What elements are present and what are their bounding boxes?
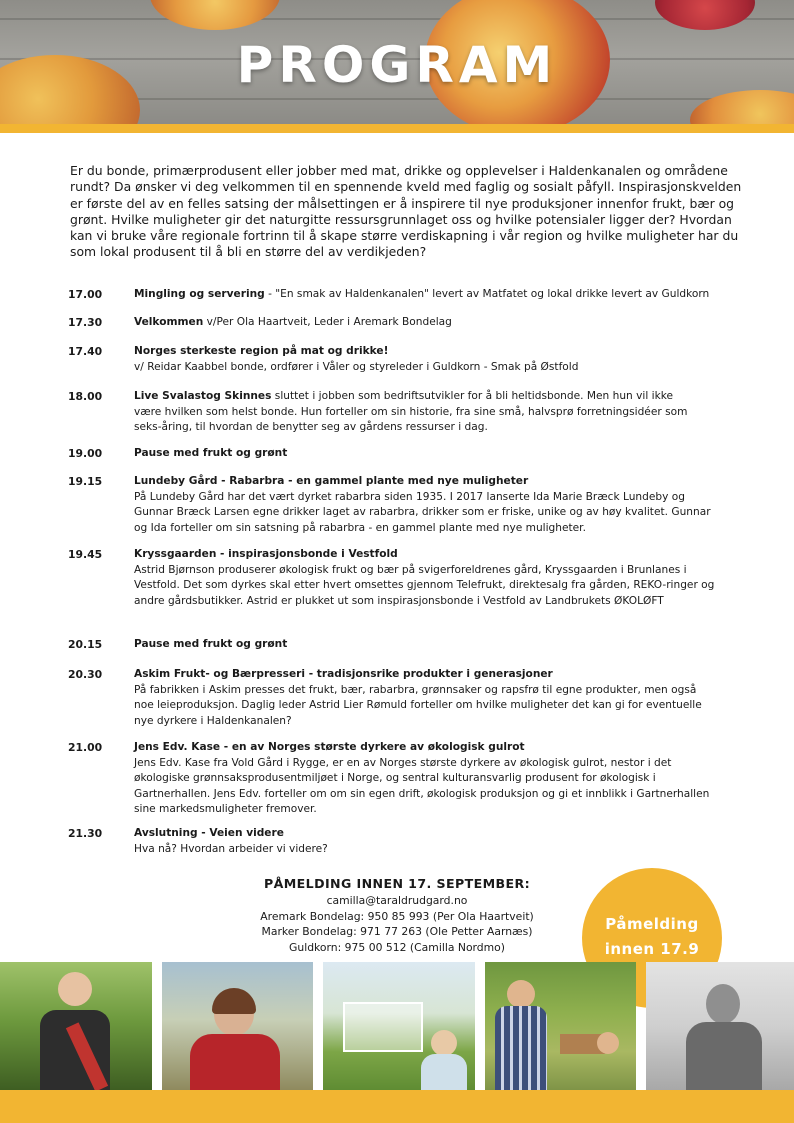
program-title: Live Svalastog Skinnes [134, 390, 272, 402]
program-body [134, 547, 724, 609]
program-inline: v/Per Ola Haartveit, Leder i Aremark Bondelag [203, 316, 452, 328]
program-time: 20.30 [68, 668, 103, 681]
program-body [134, 344, 734, 375]
photo-farmer-woman [162, 962, 313, 1090]
program-time: 21.00 [68, 741, 103, 754]
person-image [706, 984, 740, 1024]
header-banner [0, 0, 794, 124]
program-inline: sluttet i jobben som bedriftsutvikler for å bli heltidsbonde. Men hun vil ikke være hvilken som helst bonde. Hun forteller om sin historie, fra sine små, halvsprø forretningsidéer som seks-åring, til hvordan de benytter seg av gårdens ressurser i dag. [134, 390, 688, 433]
program-time: 19.00 [68, 447, 103, 460]
accent-bar [0, 124, 794, 133]
program-body [134, 637, 734, 653]
program-description: På Lundeby Gård har det vært dyrket rabarbra siden 1935. I 2017 lanserte Ida Marie Bræck Lundeby og Gunnar Bræck Larsen egne drikker laget av rabarbra, drikker som er friske, unike og av høy kvalitet. Gunnar og Ida forteller om sin satsning på rabarbra - en gammel plante med nye muligheter. [134, 490, 711, 534]
fruit-image [655, 0, 755, 30]
person-image [431, 1030, 457, 1056]
signup-heading: PÅMELDING INNEN 17. SEPTEMBER: [263, 876, 531, 891]
program-description: v/ Reidar Kaabbel bonde, ordfører i Våler og styreleder i Guldkorn - Smak på Østfold [134, 360, 579, 373]
program-body [134, 474, 724, 536]
badge-line: Påmelding [605, 915, 699, 933]
fruit-image [150, 0, 280, 30]
program-title: Mingling og servering [134, 288, 265, 300]
fruit-image [690, 90, 794, 124]
badge-line: innen 17.9 [604, 940, 700, 958]
program-body [134, 315, 734, 331]
program-title: Lundeby Gård - Rabarbra - en gammel plante med nye muligheter [134, 475, 529, 487]
photo-farmer-man [646, 962, 794, 1090]
program-time: 17.40 [68, 345, 103, 358]
program-title: Jens Edv. Kase - en av Norges største dyrkere av økologisk gulrot [134, 741, 525, 753]
photo-rhubarb-farmer [0, 962, 152, 1090]
program-time: 18.00 [68, 390, 103, 403]
program-description: Astrid Bjørnson produserer økologisk frukt og bær på svigerforeldrenes gård, Kryssgaarden i Brunlanes i Vestfold. Det som dyrkes skal etter hvert omsettes gjennom Telefrukt, direktesalg fra gården, REKO-ringer og andre gårdsbutikker. Astrid er plukket ut som inspirasjonsbonde i Vestfold av Landbrukets ØKOLØFT [134, 563, 715, 607]
program-title: Norges sterkeste region på mat og drikke! [134, 345, 389, 357]
person-image [421, 1054, 467, 1090]
program-title: Velkommen [134, 316, 204, 328]
program-body [134, 287, 734, 303]
program-body [134, 446, 734, 462]
program-time: 17.30 [68, 316, 103, 329]
program-description: På fabrikken i Askim presses det frukt, bær, rabarbra, grønnsaker og rapsfrø til egne produkter, men også noe leieproduksjon. Daglig leder Astrid Lier Rømuld forteller om hvilke muligheter det kan gi for eventuelle nye dyrkere i Haldenkanalen? [134, 683, 702, 727]
program-description: Jens Edv. Kase fra Vold Gård i Rygge, er en av Norges største dyrkere av økologisk gulrot, nestor i det økologiske grønnsaksprodusentmiljøet i Norge, og sentral kulturansvarlig produsent for økologisk i Gartnerhallen. Jens Edv. forteller om om sin egen drift, økologisk produksjon og gi et innblikk i Gartnerhallen sine markedsmuligheter fremover. [134, 756, 710, 815]
program-time: 17.00 [68, 288, 103, 301]
page-title: PROGRAM [236, 36, 558, 94]
program-title: Pause med frukt og grønt [134, 447, 288, 459]
program-body [134, 826, 734, 857]
program-body [134, 667, 709, 729]
person-image [686, 1022, 762, 1090]
person-image [495, 1006, 547, 1090]
program-description: Hva nå? Hvordan arbeider vi videre? [134, 842, 328, 855]
signup-info [200, 876, 594, 956]
program-title: Pause med frukt og grønt [134, 638, 288, 650]
photo-greenhouse [323, 962, 475, 1090]
person-image [190, 1034, 280, 1090]
program-time: 19.15 [68, 475, 103, 488]
program-time: 19.45 [68, 548, 103, 561]
program-inline: - "En smak av Haldenkanalen" levert av Matfatet og lokal drikke levert av Guldkorn [264, 288, 710, 300]
signup-contact: Marker Bondelag: 971 77 263 (Ole Petter Aarnæs) [261, 925, 533, 939]
program-time: 21.30 [68, 827, 103, 840]
signup-contact: Guldkorn: 975 00 512 (Camilla Nordmo) [288, 941, 505, 955]
greenhouse-image [343, 1002, 423, 1052]
footer-bar [0, 1090, 794, 1123]
intro-paragraph: Er du bonde, primærprodusent eller jobber med mat, drikke og opplevelser i Haldenkanalen og områdene rundt? Da ønsker vi deg velkommen til en spennende kveld med faglig og sosialt påfyll. Inspirasjonskvelden er første del av en felles satsing der målsettingen er å inspirere til nye produksjoner innenfor frukt, bær og grønt. Hvilke muligheter gir det naturgitte ressursgrunnlaget oss og hvilke potensialer ligger der? Hvordan kan vi bruke våre regionale fortrinn til å skape større verdiskapning i vår region og hvilke muligheter har du som lokal produsent til å bli en større del av verdikjeden? [70, 163, 742, 260]
program-time: 20.15 [68, 638, 103, 651]
signup-email[interactable]: camilla@taraldrudgard.no [326, 893, 468, 907]
program-body [134, 740, 724, 818]
program-title: Askim Frukt- og Bærpresseri - tradisjonsrike produkter i generasjoner [134, 668, 553, 680]
photo-children-apples [485, 962, 636, 1090]
program-title: Kryssgaarden - inspirasjonsbonde i Vestfold [134, 548, 398, 560]
program-title: Avslutning - Veien videre [134, 827, 284, 839]
person-image [597, 1032, 619, 1054]
program-body [134, 389, 694, 436]
person-image [58, 972, 92, 1006]
person-image [507, 980, 535, 1008]
signup-contact: Aremark Bondelag: 950 85 993 (Per Ola Haartveit) [260, 909, 534, 923]
person-image [212, 988, 256, 1014]
